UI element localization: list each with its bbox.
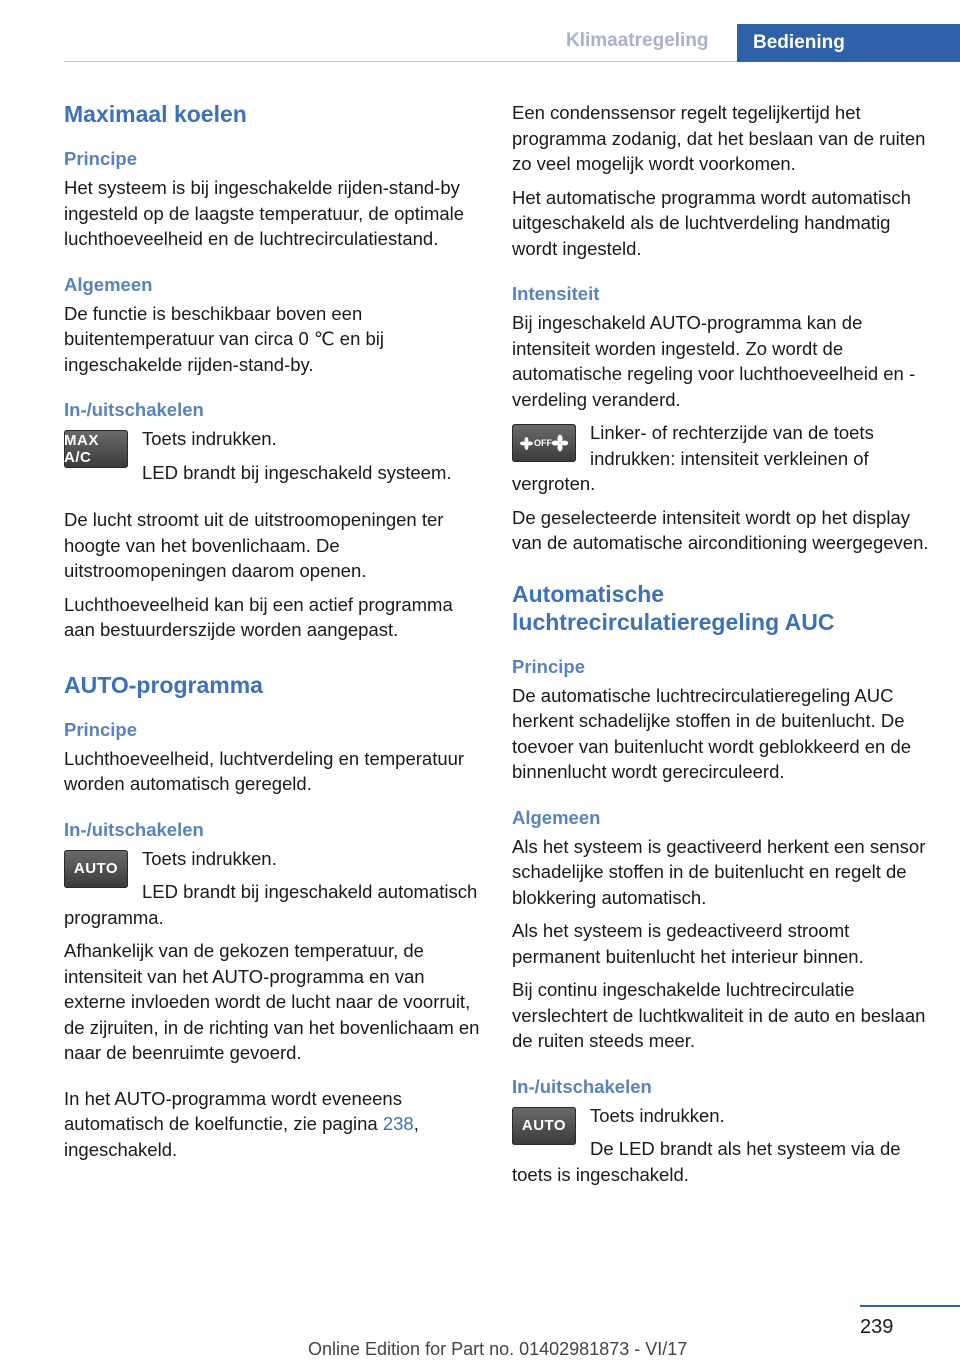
auto-cooling-text: In het AUTO-programma wordt eveneens automatisch de koelfunctie, zie pagina 238, ingeschakeld. — [64, 1087, 419, 1160]
header-chapter-tab: Bediening — [737, 24, 960, 62]
auc-general-text-1: Als het systeem is geactiveerd herkent een sensor schadelijke stoffen in de buitenlucht en regelt de blokkering automatisch. — [512, 835, 926, 908]
auc-principle-text: De automatische luchtrecirculatieregeling AUC herkent schadelijke stoffen in de buitenlucht. De toevoer van buitenlucht wordt geblokkeerd en de binnenlucht wordt gerecirculeerd. — [512, 684, 912, 782]
right-column — [512, 100, 930, 1195]
left-column — [64, 100, 482, 1170]
display-text: De geselecteerde intensiteit wordt op het display van de automatische airconditioning weergegeven. — [512, 506, 929, 553]
fan-intensity-text: Linker- of rechterzijde van de toets indrukken: intensiteit verkleinen of vergroten. — [512, 422, 874, 494]
subheading-principle: Principe — [64, 148, 137, 169]
intensity-text: Bij ingeschakeld AUTO-programma kan de intensiteit worden ingesteld. Zo wordt de automatische regeling voor luchthoeveelheid en -verdeling veranderd. — [512, 312, 916, 410]
auc-led-text: De LED brandt als het systeem via de toets is ingeschakeld. — [512, 1138, 901, 1185]
page-reference-link[interactable]: 238 — [382, 1113, 414, 1134]
max-air-text-2: Luchthoeveelheid kan bij een actief programma aan bestuurderszijde worden aangepast. — [64, 593, 453, 640]
heading-max-cool: Maximaal koelen — [64, 101, 247, 127]
press-button-text: Toets indrukken. — [142, 428, 277, 449]
footer-rule — [860, 1305, 960, 1307]
auto-button-icon: AUTO — [64, 850, 128, 888]
max-ac-instruction — [64, 426, 482, 493]
subheading-general: Algemeen — [64, 273, 153, 295]
page-number: 239 — [860, 1316, 894, 1338]
auto-airflow-text: Afhankelijk van de gekozen temperatuur, de intensiteit van het AUTO-programma en van externe invloeden wordt de lucht naar de voorruit, de zijruiten, in de richting van het bovenlichaam en naar de beenruimte gevoerd. — [64, 940, 480, 1063]
heading-auc: Automatische luchtrecirculatieregeling AUC — [512, 580, 835, 635]
fan-intensity-button-icon — [512, 424, 576, 462]
condensation-text-1: Een condenssensor regelt tegelijkertijd het programma zodanig, dat het beslaan van de ruiten zo veel mogelijk wordt voorkomen. — [512, 102, 926, 174]
subheading-intensity: Intensiteit — [512, 283, 600, 304]
fan-instruction — [512, 420, 930, 497]
fan-large-icon — [552, 434, 568, 452]
subheading-principle: Principe — [64, 718, 137, 740]
max-general-text: De functie is beschikbaar boven een buitentemperatuur van circa 0 ℃ en bij ingeschakelde rijden-stand-by. — [64, 302, 385, 375]
condensation-text-2: Het automatische programma wordt automatisch uitgeschakeld als de luchtverdeling handmatig wordt ingesteld. — [512, 186, 911, 259]
auto-led-text: LED brandt bij ingeschakeld automatisch programma. — [64, 881, 478, 928]
max-principle-text: Het systeem is bij ingeschakelde rijden-stand-by ingesteld op de laagste temperatuur, de optimale luchthoeveelheid en de luchtrecirculatiestand. — [64, 177, 465, 249]
auc-general-text-2: Als het systeem is gedeactiveerd stroomt permanent buitenlucht het interieur binnen. — [512, 920, 864, 967]
auto-principle-text: Luchthoeveelheid, luchtverdeling en temperatuur worden automatisch geregeld. — [64, 747, 465, 794]
auc-general-text-3: Bij continu ingeschakelde luchtrecirculatie verslechtert de luchtkwaliteit in de auto en beslaan de ruiten steeds meer. — [512, 979, 926, 1051]
heading-auto-program: AUTO-programma — [64, 671, 263, 698]
header-section: Klimaatregeling — [566, 30, 709, 51]
max-ac-button-icon: MAX A/C — [64, 430, 128, 468]
auc-instruction — [512, 1103, 930, 1188]
max-air-text-1: De lucht stroomt uit de uitstroomopeningen ter hoogte van het bovenlichaam. De uitstroomopeningen daarom openen. — [64, 509, 444, 581]
auto-instruction — [64, 846, 482, 931]
subheading-onoff: In-/uitschakelen — [512, 1075, 652, 1097]
press-button-text: Toets indrukken. — [142, 847, 277, 869]
max-led-text: LED brandt bij ingeschakeld systeem. — [142, 461, 452, 483]
subheading-onoff: In-/uitschakelen — [64, 818, 204, 840]
press-button-text: Toets indrukken. — [590, 1104, 725, 1126]
fan-small-icon: OFF — [520, 437, 552, 450]
subheading-principle: Principe — [512, 655, 585, 677]
auto-button-icon: AUTO — [512, 1107, 576, 1145]
subheading-general: Algemeen — [512, 806, 601, 828]
edition-footer: Online Edition for Part no. 01402981873 - VI/17 — [308, 1339, 688, 1359]
subheading-onoff: In-/uitschakelen — [64, 399, 204, 420]
